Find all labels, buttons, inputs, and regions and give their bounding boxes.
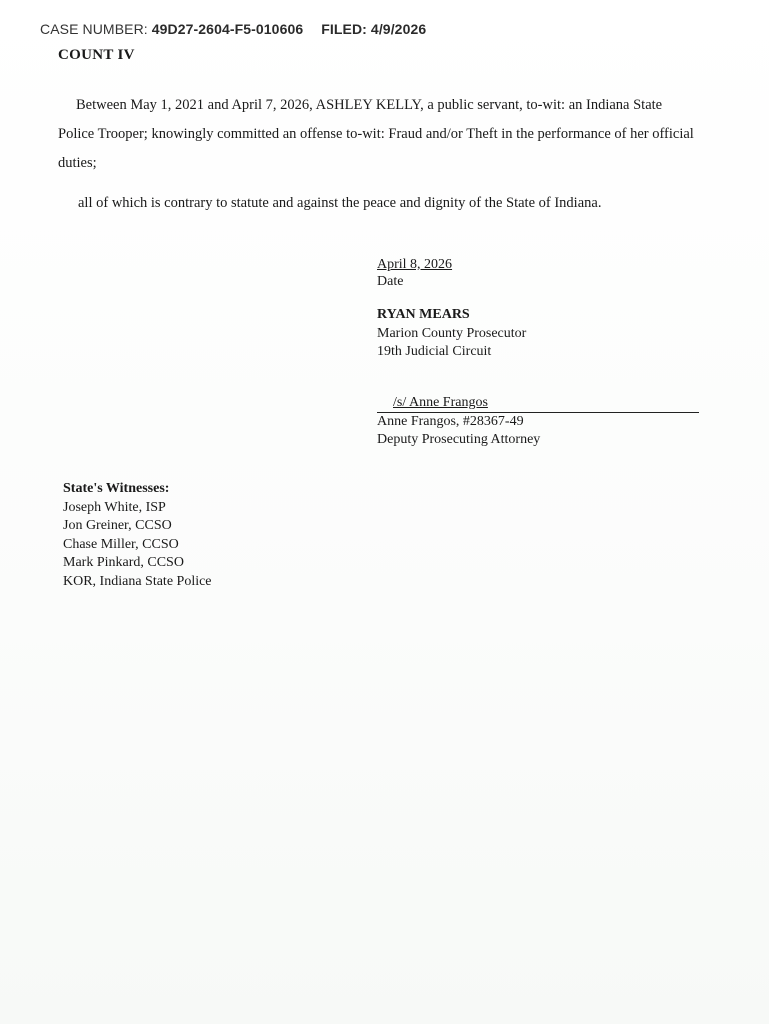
prosecutor-title: Marion County Prosecutor (377, 326, 527, 341)
witness-list-title: State's Witnesses: (63, 481, 170, 496)
case-number-label: CASE NUMBER: (40, 21, 148, 37)
signature-line (377, 394, 699, 413)
witness-item: Chase Miller, CCSO (63, 536, 179, 552)
filed-date: FILED: 4/9/2026 (321, 21, 427, 37)
charge-paragraph: Between May 1, 2021 and April 7, 2026, ASHLEY KELLY, a public servant, to-wit: an Indiana State Police Trooper; knowingly committed an offense to-wit: Fraud and/or Theft in the performance of her official duties; (58, 97, 694, 171)
electronic-signature: /s/ Anne Frangos (393, 395, 488, 410)
witness-item: Jon Greiner, CCSO (63, 518, 172, 533)
signing-date: April 8, 2026 (377, 257, 453, 272)
witness-item: Mark Pinkard, CCSO (63, 555, 184, 570)
witness-items (63, 499, 212, 592)
signer-name: Anne Frangos, #28367-49 (377, 414, 524, 429)
witness-item: Joseph White, ISP (63, 499, 166, 515)
case-number: 49D27-2604-F5-010606 (151, 21, 304, 37)
closing-paragraph: all of which is contrary to statute and against the peace and dignity of the State of Indiana. (78, 195, 602, 211)
witness-list (63, 480, 212, 591)
judicial-circuit: 19th Judicial Circuit (377, 344, 492, 359)
signer-title: Deputy Prosecuting Attorney (377, 432, 541, 447)
count-title: COUNT IV (58, 47, 135, 63)
case-stamp (40, 21, 426, 37)
witness-item: KOR, Indiana State Police (63, 573, 212, 589)
date-label: Date (377, 274, 404, 289)
prosecutor-name: RYAN MEARS (377, 307, 470, 322)
